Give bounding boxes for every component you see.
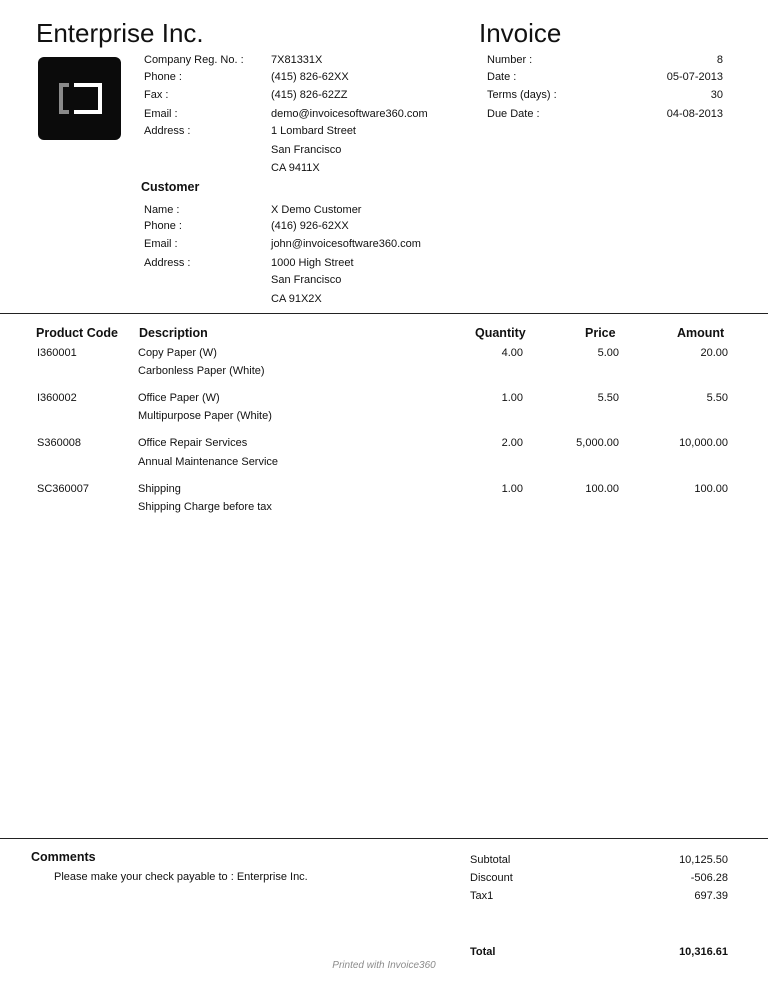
column-header-description: Description — [139, 326, 208, 340]
company-address-label: Address : — [144, 125, 191, 137]
footer-divider — [0, 838, 768, 839]
printed-with-note: Printed with Invoice360 — [332, 960, 436, 971]
description-cell: Copy Paper (W) — [138, 347, 217, 359]
quantity-cell: 1.00 — [501, 483, 523, 495]
column-header-product-code: Product Code — [36, 326, 118, 340]
price-cell: 5.00 — [597, 347, 619, 359]
invoice-date-value: 05-07-2013 — [666, 71, 723, 83]
company-fax-value: (415) 826-62ZZ — [271, 89, 348, 101]
price-cell: 100.00 — [585, 483, 619, 495]
column-header-price: Price — [585, 326, 616, 340]
company-phone-value: (415) 826-62XX — [271, 71, 349, 83]
comments-text: Please make your check payable to : Enterprise Inc. — [54, 871, 308, 883]
description-detail-cell: Carbonless Paper (White) — [138, 365, 265, 377]
total-label: Total — [470, 946, 496, 958]
invoice-due-date-value: 04-08-2013 — [666, 108, 723, 120]
product-code-cell: SC360007 — [37, 483, 89, 495]
customer-address-label: Address : — [144, 257, 191, 269]
subtotal-label: Subtotal — [470, 854, 511, 866]
customer-address-line2: San Francisco — [271, 274, 342, 286]
tax-label: Tax1 — [470, 890, 494, 902]
company-address-line2: San Francisco — [271, 144, 342, 156]
company-name: Enterprise Inc. — [36, 18, 204, 48]
customer-phone-label: Phone : — [144, 220, 182, 232]
amount-cell: 10,000.00 — [679, 437, 728, 449]
quantity-cell: 4.00 — [501, 347, 523, 359]
customer-name-label: Name : — [144, 204, 180, 216]
invoice-date-label: Date : — [487, 71, 517, 83]
column-header-amount: Amount — [677, 326, 725, 340]
discount-label: Discount — [470, 872, 513, 884]
product-code-cell: S360008 — [37, 437, 82, 449]
column-header-quantity: Quantity — [475, 326, 526, 340]
description-detail-cell: Multipurpose Paper (White) — [138, 410, 272, 422]
subtotal-value: 10,125.50 — [679, 854, 728, 866]
company-reg-value: 7X81331X — [271, 54, 323, 66]
description-cell: Office Paper (W) — [138, 392, 220, 404]
amount-cell: 100.00 — [694, 483, 728, 495]
amount-cell: 5.50 — [706, 392, 728, 404]
price-cell: 5.50 — [597, 392, 619, 404]
customer-email-value: john@invoicesoftware360.com — [271, 238, 421, 250]
company-address-line3: CA 9411X — [271, 162, 320, 174]
invoice-terms-value: 30 — [710, 89, 723, 101]
quantity-cell: 1.00 — [501, 392, 523, 404]
invoice-title: Invoice — [479, 18, 562, 48]
header-divider — [0, 313, 768, 314]
description-cell: Office Repair Services — [138, 437, 248, 449]
invoice-due-date-label: Due Date : — [487, 108, 540, 120]
bracket-square-logo-icon — [38, 57, 121, 140]
quantity-cell: 2.00 — [501, 437, 523, 449]
product-code-cell: I360002 — [37, 392, 77, 404]
description-detail-cell: Annual Maintenance Service — [138, 456, 279, 468]
customer-email-label: Email : — [144, 238, 178, 250]
customer-name-value: X Demo Customer — [271, 204, 362, 216]
company-logo — [38, 57, 121, 140]
company-reg-label: Company Reg. No. : — [144, 54, 244, 66]
description-cell: Shipping — [138, 483, 181, 495]
invoice-terms-label: Terms (days) : — [487, 89, 557, 101]
invoice-number-value: 8 — [716, 54, 723, 66]
amount-cell: 20.00 — [700, 347, 728, 359]
customer-address-line1: 1000 High Street — [271, 257, 354, 269]
customer-title: Customer — [141, 180, 200, 194]
product-code-cell: I360001 — [37, 347, 77, 359]
discount-value: -506.28 — [690, 872, 728, 884]
company-phone-label: Phone : — [144, 71, 182, 83]
invoice-number-label: Number : — [487, 54, 533, 66]
company-email-value: demo@invoicesoftware360.com — [271, 108, 428, 120]
tax-value: 697.39 — [694, 890, 728, 902]
total-value: 10,316.61 — [679, 946, 728, 958]
price-cell: 5,000.00 — [576, 437, 619, 449]
company-email-label: Email : — [144, 108, 178, 120]
comments-title: Comments — [31, 850, 96, 864]
company-address-line1: 1 Lombard Street — [271, 125, 356, 137]
company-fax-label: Fax : — [144, 89, 169, 101]
customer-phone-value: (416) 926-62XX — [271, 220, 349, 232]
description-detail-cell: Shipping Charge before tax — [138, 501, 272, 513]
customer-address-line3: CA 91X2X — [271, 293, 322, 305]
